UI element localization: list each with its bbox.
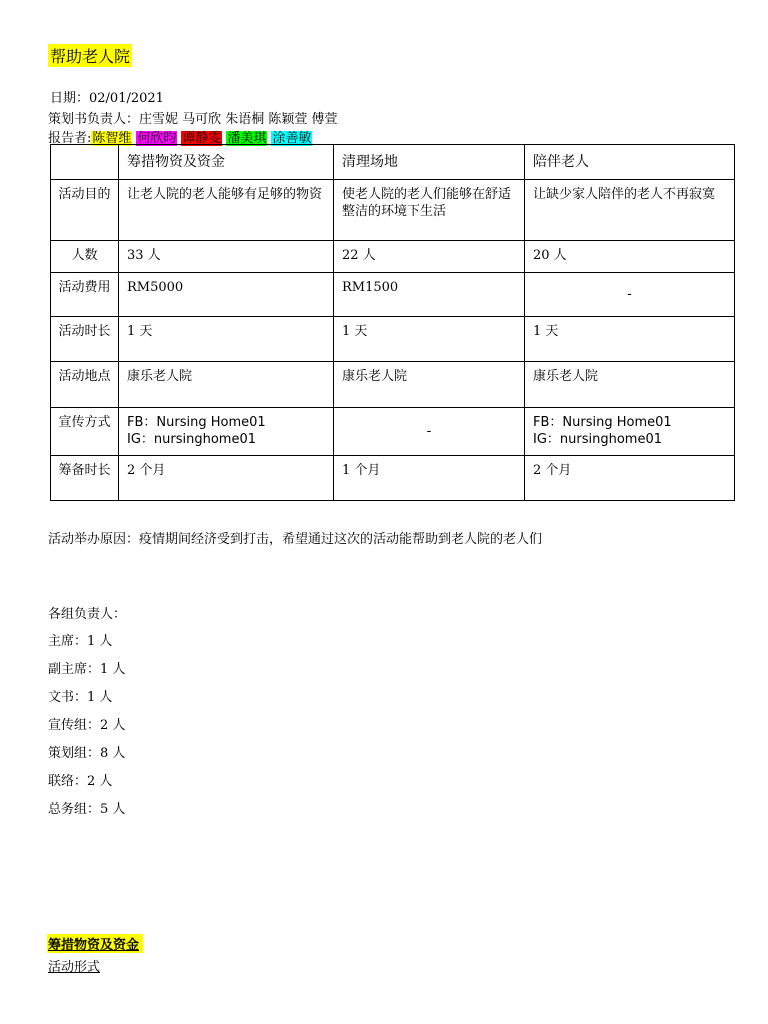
table-row [51,408,735,456]
table-cell: 1 天 [334,317,525,362]
group-leaders-heading: 各组负责人： [48,607,127,622]
table-cell: 康乐老人院 [525,362,735,408]
table-row [51,180,735,241]
table-cell: 1 天 [525,317,735,362]
activity-table [50,144,735,501]
row-label: 活动费用 [51,273,119,317]
row-label: 宣传方式 [51,408,119,456]
table-cell: 使老人院的老人们能够在舒适整洁的环境下生活 [334,180,525,241]
table-cell: - [525,273,735,317]
row-label: 人数 [51,241,119,273]
table-cell: 1 天 [119,317,334,362]
row-label: 筹备时长 [51,456,119,501]
column-header [51,145,119,180]
table-row [51,317,735,362]
group-leader-item: 策划组：8 人 [48,746,126,761]
section-subtitle: 活动形式 [48,960,101,975]
reporter-name: 陈智维 [92,131,132,146]
date-line: 日期：02/01/2021 [50,91,164,106]
column-header: 筹措物资及资金 [119,145,334,180]
table-cell: 康乐老人院 [334,362,525,408]
table-cell: 20 人 [525,241,735,273]
table-cell: 22 人 [334,241,525,273]
group-leader-item: 主席：1 人 [48,634,113,649]
reporters-label: 报告者: [48,131,92,146]
row-label: 活动地点 [51,362,119,408]
reporter-name: 涂善敏 [272,131,312,146]
table-cell: 1 个月 [334,456,525,501]
table-row [51,362,735,408]
table-header-row [51,145,735,180]
table-cell: RM5000 [119,273,334,317]
table-cell: 33 人 [119,241,334,273]
table-cell: 2 个月 [119,456,334,501]
section-title: 筹措物资及资金 [47,934,143,953]
table-cell: RM1500 [334,273,525,317]
table-row [51,456,735,501]
group-leader-item: 文书：1 人 [48,690,113,705]
column-header: 清理场地 [334,145,525,180]
group-leader-item: 宣传组：2 人 [48,718,126,733]
table-row [51,241,735,273]
group-leader-item: 总务组：5 人 [48,802,126,817]
reason-line: 活动举办原因：疫情期间经济受到打击，希望通过这次的活动能帮助到老人院的老人们 [48,532,543,547]
reporter-name: 何欣昀 [137,131,177,146]
reporter-name: 谭静雯 [182,131,222,146]
document-title: 帮助老人院 [48,44,132,67]
group-leader-item: 副主席：1 人 [48,662,126,677]
table-cell: 让老人院的老人能够有足够的物资 [119,180,334,241]
table-cell: FB：Nursing Home01 IG：nursinghome01 [525,408,735,456]
planners-line: 策划书负责人：庄雪妮 马可欣 朱语桐 陈颖萱 傅萱 [48,112,338,127]
table-cell: FB：Nursing Home01 IG：nursinghome01 [119,408,334,456]
table-cell: 2 个月 [525,456,735,501]
column-header: 陪伴老人 [525,145,735,180]
table-cell: 康乐老人院 [119,362,334,408]
group-leader-item: 联络：2 人 [48,774,113,789]
table-cell: 让缺少家人陪伴的老人不再寂寞 [525,180,735,241]
table-cell: - [334,408,525,456]
reporter-name: 潘美琪 [227,131,267,146]
table-row [51,273,735,317]
row-label: 活动目的 [51,180,119,241]
row-label: 活动时长 [51,317,119,362]
